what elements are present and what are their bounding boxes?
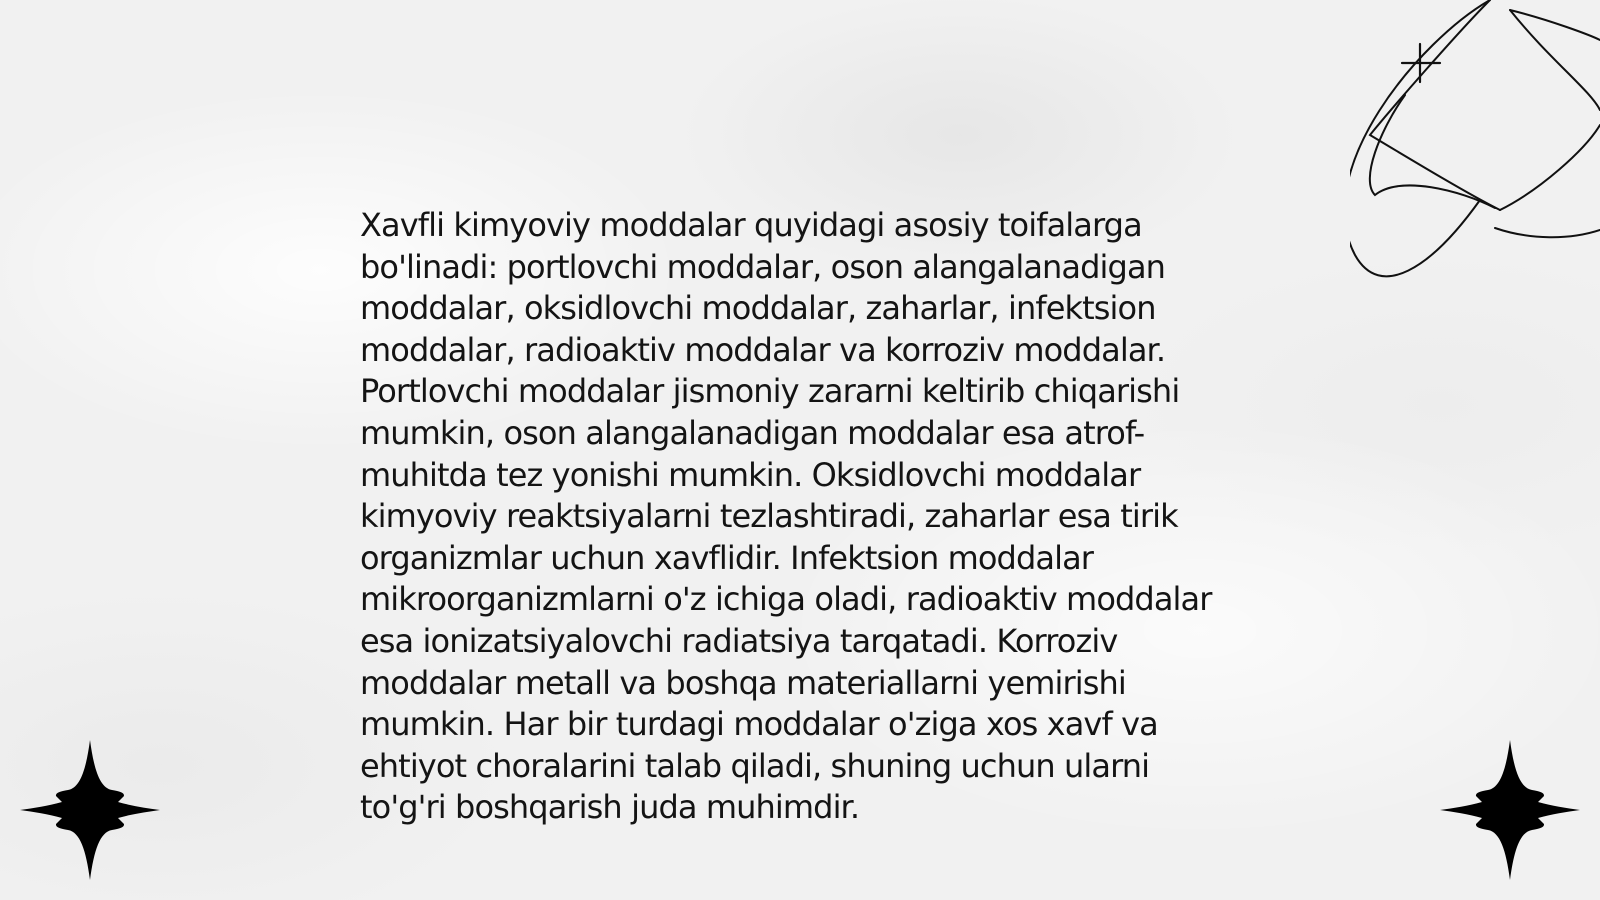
- slide-body-text: Xavfli kimyoviy moddalar quyidagi asosiy toifalarga bo'linadi: portlovchi moddalar, oson alangalanadigan moddalar, oksidlovchi moddalar, zaharlar, infektsion moddalar, radioaktiv moddalar va korroziv moddalar. Portlovchi moddalar jismoniy zararni keltirib chiqarishi mumkin, oson alangalanadigan moddalar esa atrof-muhitda tez yonishi mumkin. Oksidlovchi moddalar kimyoviy reaktsiyalarni tezlashtiradi, zaharlar esa tirik organizmlar uchun xavflidir. Infektsion moddalar mikroorganizmlarni o'z ichiga oladi, radioaktiv moddalar esa ionizatsiyalovchi radiatsiya tarqatadi. Korroziv moddalar metall va boshqa materiallarni yemirishi mumkin. Har bir turdagi moddalar o'ziga xos xavf va ehtiyot choralarini talab qiladi, shuning uchun ularni to'g'ri boshqarish juda muhimdir.: [360, 206, 1212, 827]
- four-point-star-icon: [1440, 740, 1580, 880]
- orbit-line-icon: [1350, 0, 1600, 300]
- four-point-star-icon: [20, 740, 160, 880]
